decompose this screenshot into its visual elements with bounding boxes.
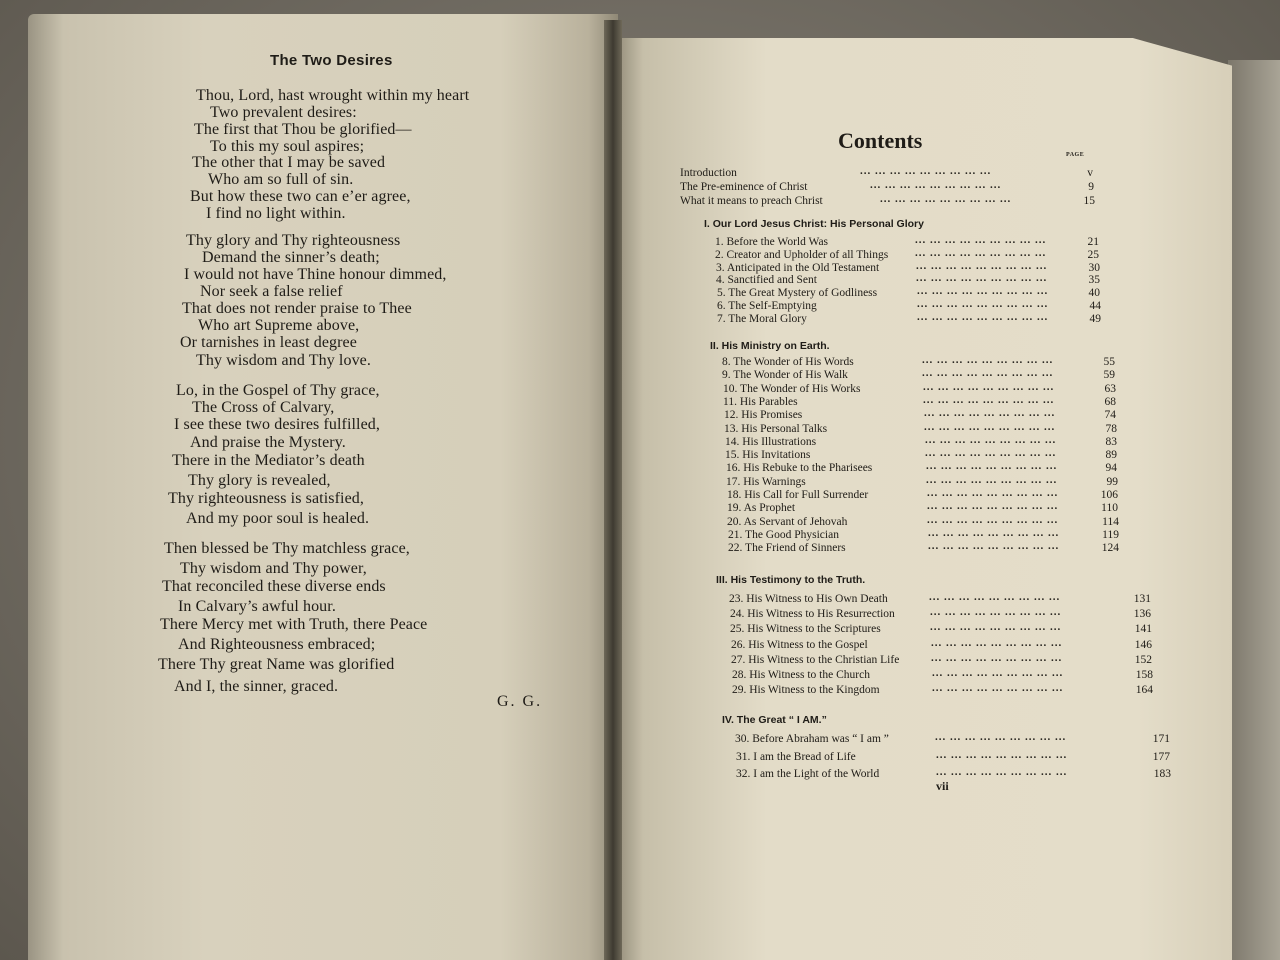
toc-page-number: 44 bbox=[1089, 300, 1101, 312]
toc-leader-dots: ... ... ... ... ... ... ... ... ... bbox=[931, 637, 1063, 649]
toc-leader-dots: ... ... ... ... ... ... ... ... ... bbox=[924, 421, 1056, 433]
toc-page-number: 106 bbox=[1100, 489, 1118, 501]
toc-page-number: 89 bbox=[1105, 449, 1117, 461]
poem-line: The Cross of Calvary, bbox=[192, 399, 335, 416]
toc-page-number: 15 bbox=[1083, 195, 1095, 207]
toc-entry-title: 1. Before the World Was bbox=[715, 236, 829, 248]
toc-leader-dots: ... ... ... ... ... ... ... ... ... bbox=[923, 394, 1055, 406]
toc-entry-title: 18. His Call for Full Surrender bbox=[727, 489, 869, 501]
toc-page-number: 158 bbox=[1135, 669, 1153, 681]
toc-page-number: 35 bbox=[1088, 274, 1100, 286]
toc-leader-dots: ... ... ... ... ... ... ... ... ... bbox=[915, 234, 1047, 246]
toc-entry-title: 29. His Witness to the Kingdom bbox=[732, 684, 880, 696]
toc-page-number: 83 bbox=[1105, 436, 1117, 448]
toc-page-number: 94 bbox=[1105, 462, 1117, 474]
poem-line: And I, the sinner, graced. bbox=[174, 678, 339, 695]
toc-entry-title: What it means to preach Christ bbox=[680, 195, 823, 207]
toc-page-number: 68 bbox=[1104, 396, 1116, 408]
toc-page-number: 21 bbox=[1087, 236, 1099, 248]
poem-title: The Two Desires bbox=[270, 52, 393, 69]
toc-entry-title: 20. As Servant of Jehovah bbox=[727, 516, 848, 528]
poem-line: I find no light within. bbox=[206, 205, 346, 222]
toc-leader-dots: ... ... ... ... ... ... ... ... ... bbox=[926, 460, 1058, 472]
toc-page-number: 141 bbox=[1134, 623, 1152, 635]
poem-line: To this my soul aspires; bbox=[210, 138, 365, 155]
toc-leader-dots: ... ... ... ... ... ... ... ... ... bbox=[925, 447, 1057, 459]
toc-entry-title: 31. I am the Bread of Life bbox=[736, 751, 856, 763]
toc-entry-title: 27. His Witness to the Christian Life bbox=[731, 654, 900, 666]
poem-line: Thy righteousness is satisfied, bbox=[168, 490, 364, 507]
toc-entry-title: 24. His Witness to His Resurrection bbox=[730, 608, 895, 620]
toc-leader-dots: ... ... ... ... ... ... ... ... ... bbox=[935, 731, 1067, 743]
toc-leader-dots: ... ... ... ... ... ... ... ... ... bbox=[931, 652, 1063, 664]
poem-line: Thou, Lord, hast wrought within my heart bbox=[196, 87, 470, 104]
toc-entry-title: 23. His Witness to His Own Death bbox=[729, 593, 888, 605]
poem-line: In Calvary’s awful hour. bbox=[178, 598, 336, 615]
toc-section-heading: II. His Ministry on Earth. bbox=[710, 340, 830, 352]
toc-page-number: 114 bbox=[1102, 516, 1119, 528]
contents-title: Contents bbox=[838, 128, 923, 153]
toc-entry-title: 4. Sanctified and Sent bbox=[716, 274, 817, 286]
toc-page-number: 136 bbox=[1133, 608, 1151, 620]
toc-leader-dots: ... ... ... ... ... ... ... ... ... bbox=[923, 381, 1055, 393]
toc-leader-dots: ... ... ... ... ... ... ... ... ... bbox=[860, 165, 992, 177]
toc-leader-dots: ... ... ... ... ... ... ... ... ... bbox=[927, 514, 1059, 526]
toc-entry-title: 6. The Self-Emptying bbox=[717, 300, 817, 312]
toc-leader-dots: ... ... ... ... ... ... ... ... ... bbox=[936, 766, 1068, 778]
poem-line: Thy wisdom and Thy love. bbox=[196, 352, 371, 369]
toc-leader-dots: ... ... ... ... ... ... ... ... ... bbox=[929, 591, 1061, 603]
toc-entry-title: 7. The Moral Glory bbox=[717, 313, 807, 325]
toc-leader-dots: ... ... ... ... ... ... ... ... ... bbox=[928, 540, 1060, 552]
toc-page-number: 78 bbox=[1105, 423, 1117, 435]
toc-leader-dots: ... ... ... ... ... ... ... ... ... bbox=[922, 354, 1054, 366]
toc-page-number: 171 bbox=[1152, 733, 1170, 745]
toc-entry-title: 5. The Great Mystery of Godliness bbox=[717, 287, 878, 299]
toc-entry-title: 9. The Wonder of His Walk bbox=[722, 369, 848, 381]
poem-line: Thy wisdom and Thy power, bbox=[180, 560, 367, 577]
toc-leader-dots: ... ... ... ... ... ... ... ... ... bbox=[916, 260, 1048, 272]
poem-line: Who art Supreme above, bbox=[198, 317, 360, 334]
poem-line: And my poor soul is healed. bbox=[186, 510, 370, 527]
poem-line: Then blessed be Thy matchless grace, bbox=[164, 540, 410, 557]
toc-page-number: v bbox=[1087, 167, 1093, 179]
toc-entry-title: 25. His Witness to the Scriptures bbox=[730, 623, 881, 635]
poem-line: Thy glory is revealed, bbox=[188, 472, 331, 489]
toc-leader-dots: ... ... ... ... ... ... ... ... ... bbox=[922, 367, 1054, 379]
toc-leader-dots: ... ... ... ... ... ... ... ... ... bbox=[925, 434, 1057, 446]
toc-entry-title: 16. His Rebuke to the Pharisees bbox=[726, 462, 873, 474]
poem-line: That reconciled these diverse ends bbox=[162, 578, 386, 595]
toc-leader-dots: ... ... ... ... ... ... ... ... ... bbox=[932, 682, 1064, 694]
toc-entry-title: 11. His Parables bbox=[723, 396, 798, 408]
poem-line: Or tarnishes in least degree bbox=[180, 334, 357, 351]
poem-signature: G. G. bbox=[497, 693, 543, 710]
toc-entry-title: 22. The Friend of Sinners bbox=[728, 542, 846, 554]
poem-line: Two prevalent desires: bbox=[210, 104, 357, 121]
toc-leader-dots: ... ... ... ... ... ... ... ... ... bbox=[917, 298, 1049, 310]
toc-page-number: 30 bbox=[1088, 262, 1100, 274]
toc-page-number: 59 bbox=[1103, 369, 1115, 381]
toc-page-number: 110 bbox=[1101, 502, 1118, 514]
toc-leader-dots: ... ... ... ... ... ... ... ... ... bbox=[880, 193, 1012, 205]
poem-line: And Righteousness embraced; bbox=[178, 636, 376, 653]
toc-leader-dots: ... ... ... ... ... ... ... ... ... bbox=[927, 487, 1059, 499]
toc-entry-title: 32. I am the Light of the World bbox=[736, 768, 880, 780]
page-number: vii bbox=[936, 779, 949, 793]
poem-line: Nor seek a false relief bbox=[200, 283, 343, 300]
poem-line: Thy glory and Thy righteousness bbox=[186, 232, 401, 249]
toc-leader-dots: ... ... ... ... ... ... ... ... ... bbox=[917, 285, 1049, 297]
toc-page-number: 63 bbox=[1104, 383, 1116, 395]
toc-section-heading: I. Our Lord Jesus Christ: His Personal Glory bbox=[704, 218, 924, 230]
toc-page-number: 119 bbox=[1102, 529, 1119, 541]
toc-section-heading: IV. The Great “ I AM.” bbox=[722, 714, 827, 726]
toc-page-number: 25 bbox=[1087, 249, 1099, 261]
toc-leader-dots: ... ... ... ... ... ... ... ... ... bbox=[926, 474, 1058, 486]
toc-entry-title: 15. His Invitations bbox=[725, 449, 811, 461]
poem-line: Who am so full of sin. bbox=[208, 171, 354, 188]
toc-page-number: 183 bbox=[1153, 768, 1171, 780]
toc-entry-title: 19. As Prophet bbox=[727, 502, 796, 514]
poem-line: There in the Mediator’s death bbox=[172, 452, 365, 469]
toc-page-number: 146 bbox=[1134, 639, 1152, 651]
toc-page-number: 99 bbox=[1106, 476, 1118, 488]
toc-page-number: 124 bbox=[1101, 542, 1119, 554]
toc-page-number: 49 bbox=[1089, 313, 1101, 325]
toc-entry-title: 28. His Witness to the Church bbox=[732, 669, 870, 681]
toc-leader-dots: ... ... ... ... ... ... ... ... ... bbox=[928, 527, 1060, 539]
toc-page-number: 55 bbox=[1103, 356, 1115, 368]
toc-entry-title: 12. His Promises bbox=[724, 409, 803, 421]
poem-line: And praise the Mystery. bbox=[190, 434, 346, 451]
toc-entry-title: 21. The Good Physician bbox=[728, 529, 839, 541]
toc-entry-title: 14. His Illustrations bbox=[725, 436, 817, 448]
toc-section-heading: III. His Testimony to the Truth. bbox=[716, 574, 866, 586]
toc-entry-title: 26. His Witness to the Gospel bbox=[731, 639, 868, 651]
toc-page-number: 152 bbox=[1134, 654, 1152, 666]
toc-leader-dots: ... ... ... ... ... ... ... ... ... bbox=[916, 272, 1048, 284]
poem-line: But how these two can e’er agree, bbox=[190, 188, 411, 205]
toc-leader-dots: ... ... ... ... ... ... ... ... ... bbox=[930, 621, 1062, 633]
toc-page-number: 131 bbox=[1133, 593, 1151, 605]
toc-page-number: 9 bbox=[1088, 181, 1094, 193]
toc-leader-dots: ... ... ... ... ... ... ... ... ... bbox=[915, 247, 1047, 259]
toc-page-number: 164 bbox=[1135, 684, 1153, 696]
poem-line: I see these two desires fulfilled, bbox=[174, 416, 381, 433]
poem-line: Demand the sinner’s death; bbox=[202, 249, 380, 266]
toc-leader-dots: ... ... ... ... ... ... ... ... ... bbox=[927, 500, 1059, 512]
poem-line: The other that I may be saved bbox=[192, 154, 386, 171]
toc-entry-title: 10. The Wonder of His Works bbox=[723, 383, 861, 395]
toc-entry-title: 8. The Wonder of His Words bbox=[722, 356, 854, 368]
poem-line: There Mercy met with Truth, there Peace bbox=[160, 616, 428, 633]
toc-page-number: 74 bbox=[1104, 409, 1116, 421]
toc-entry-title: Introduction bbox=[680, 167, 737, 179]
poem-line: Lo, in the Gospel of Thy grace, bbox=[176, 382, 380, 399]
toc-page-number: 40 bbox=[1088, 287, 1100, 299]
toc-page-number: 177 bbox=[1152, 751, 1170, 763]
toc-entry-title: 13. His Personal Talks bbox=[724, 423, 828, 435]
poem-line: I would not have Thine honour dimmed, bbox=[184, 266, 447, 283]
toc-leader-dots: ... ... ... ... ... ... ... ... ... bbox=[932, 667, 1064, 679]
toc-leader-dots: ... ... ... ... ... ... ... ... ... bbox=[870, 179, 1002, 191]
toc-entry-title: 3. Anticipated in the Old Testament bbox=[716, 262, 880, 274]
toc-leader-dots: ... ... ... ... ... ... ... ... ... bbox=[924, 407, 1056, 419]
toc-leader-dots: ... ... ... ... ... ... ... ... ... bbox=[930, 606, 1062, 618]
page-column-label: PAGE bbox=[1066, 152, 1085, 158]
poem-line: The first that Thou be glorified— bbox=[194, 121, 412, 138]
toc-entry-title: The Pre-eminence of Christ bbox=[680, 181, 808, 193]
poem-line: There Thy great Name was glorified bbox=[158, 656, 395, 673]
toc-entry-title: 2. Creator and Upholder of all Things bbox=[715, 249, 889, 261]
toc-entry-title: 17. His Warnings bbox=[726, 476, 806, 488]
toc-leader-dots: ... ... ... ... ... ... ... ... ... bbox=[917, 311, 1049, 323]
toc-leader-dots: ... ... ... ... ... ... ... ... ... bbox=[936, 749, 1068, 761]
toc-entry-title: 30. Before Abraham was “ I am ” bbox=[735, 733, 889, 745]
poem-line: That does not render praise to Thee bbox=[182, 300, 412, 317]
